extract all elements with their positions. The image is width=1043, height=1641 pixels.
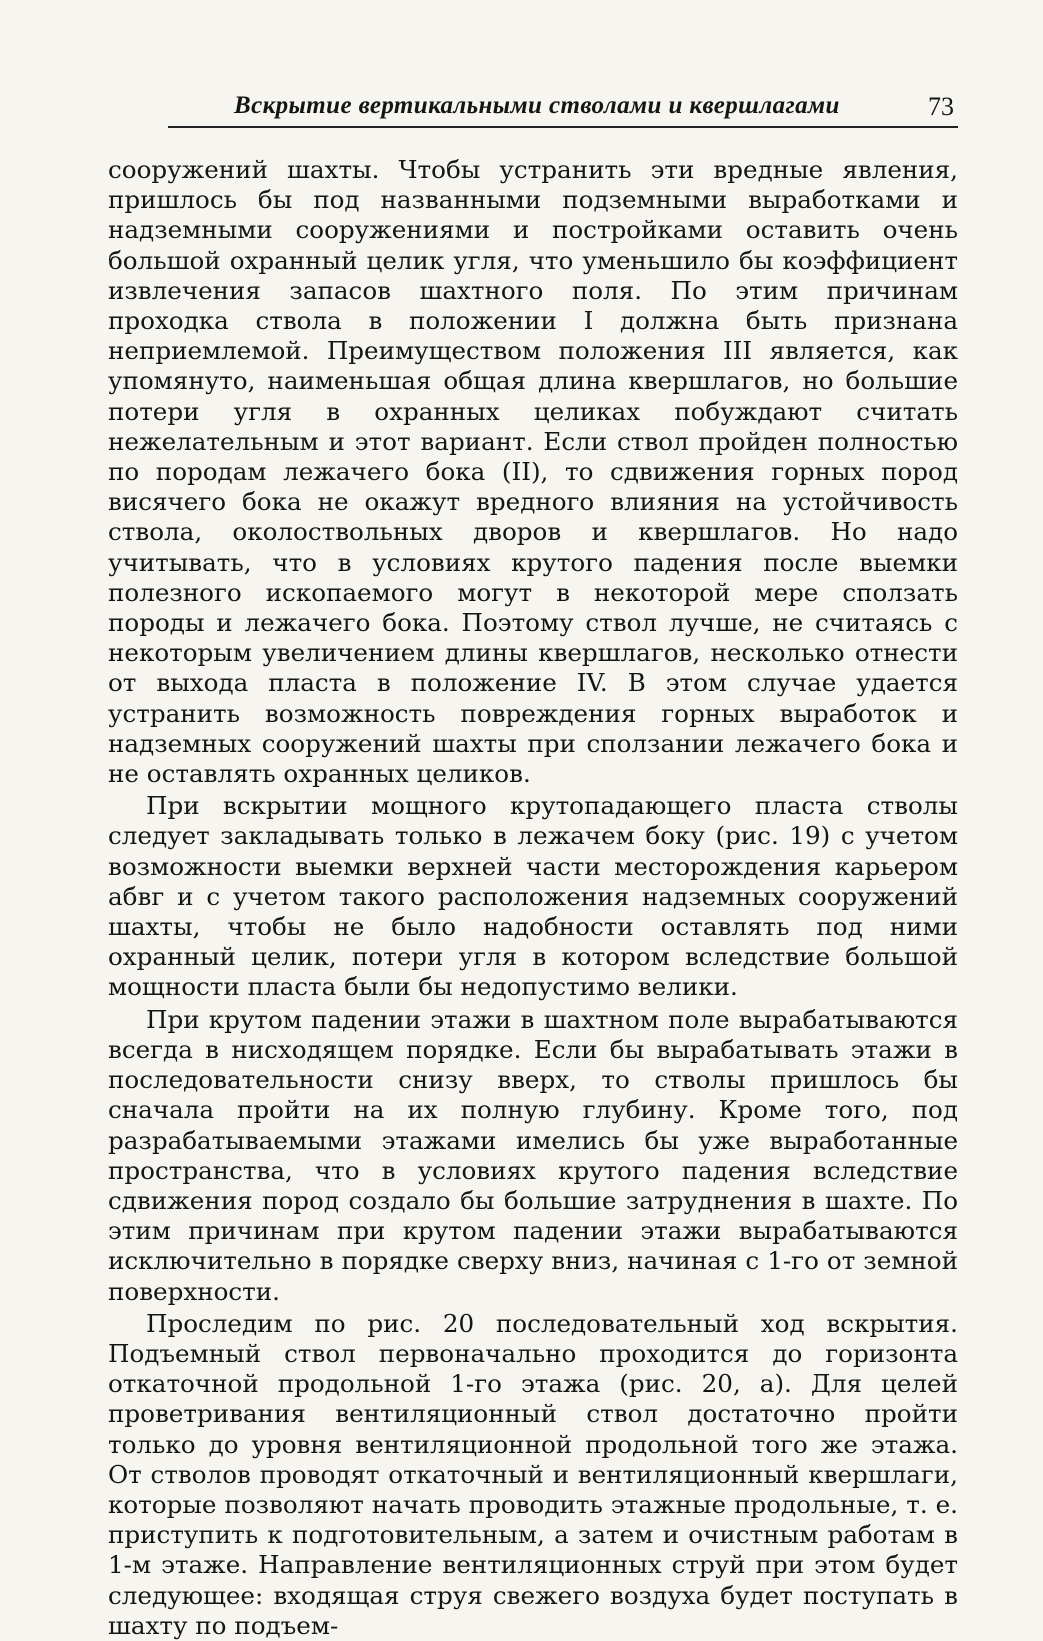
body-text [108,155,958,1641]
header-rule [168,126,958,128]
running-head [190,92,958,126]
paragraph-continued: сооружений шахты. Чтобы устранить эти вредные явления, пришлось бы под названными подземными выработками и надземными сооружениями и постройками оставить очень большой охранный целик угля, что уменьшило бы коэффициент извлечения запасов шахтного поля. По этим причинам проходка ствола в положении I должна быть признана неприемлемой. Преимуществом положения III является, как упомянуто, наименьшая общая длина квершлагов, но большие потери угля в охранных целиках побуждают считать нежелательным и этот вариант. Если ствол пройден полностью по породам лежачего бока (II), то сдвижения горных пород висячего бока не окажут вредного влияния на устойчивость ствола, околоствольных дворов и квершлагов. Но надо учитывать, что в условиях крутого падения после выемки полезного ископаемого могут в некоторой мере сползать породы и лежачего бока. Поэтому ствол лучше, не считаясь с некоторым увеличением длины квершлагов, несколько отнести от выхода пласта в положение IV. В этом случае удается устранить возможность повреждения горных выработок и надземных сооружений шахты при сползании лежачего бока и не оставлять охранных целиков. [108,155,958,789]
page-number: 73 [928,92,954,121]
paragraph: При вскрытии мощного крутопадающего пласта стволы следует закладывать только в лежачем боку (рис. 19) с учетом возможности выемки верхней части месторождения карьером абвг и с учетом такого расположения надземных сооружений шахты, чтобы не было надобности оставлять под ними охранный целик, потери угля в котором вследствие большой мощности пласта были бы недопустимо велики. [108,791,958,1002]
paragraph: При крутом падении этажи в шахтном поле вырабатываются всегда в нисходящем порядке. Если бы вырабатывать этажи в последовательности снизу вверх, то стволы пришлось бы сначала пройти на их полную глубину. Кроме того, под разрабатываемыми этажами имелись бы уже выработанные пространства, что в условиях крутого падения вследствие сдвижения пород создало бы большие затруднения в шахте. По этим причинам при крутом падении этажи вырабатываются исключительно в порядке сверху вниз, начиная с 1-го от земной поверхности. [108,1004,958,1306]
running-head-title: Вскрытие вертикальными стволами и квершлагами [234,92,840,119]
paragraph: Проследим по рис. 20 последовательный ход вскрытия. Подъемный ствол первоначально проходится до горизонта откаточной продольной 1-го этажа (рис. 20, а). Для целей проветривания вентиляционный ствол достаточно пройти только до уровня вентиляционной продольной того же этажа. От стволов проводят откаточный и вентиляционный квершлаги, которые позволяют начать проводить этажные продольные, т. е. приступить к подготовительным, а затем и очистным работам в 1-м этаже. Направление вентиляционных струй при этом будет следующее: входящая струя свежего воздуха будет поступать в шахту по подъем- [108,1308,958,1640]
